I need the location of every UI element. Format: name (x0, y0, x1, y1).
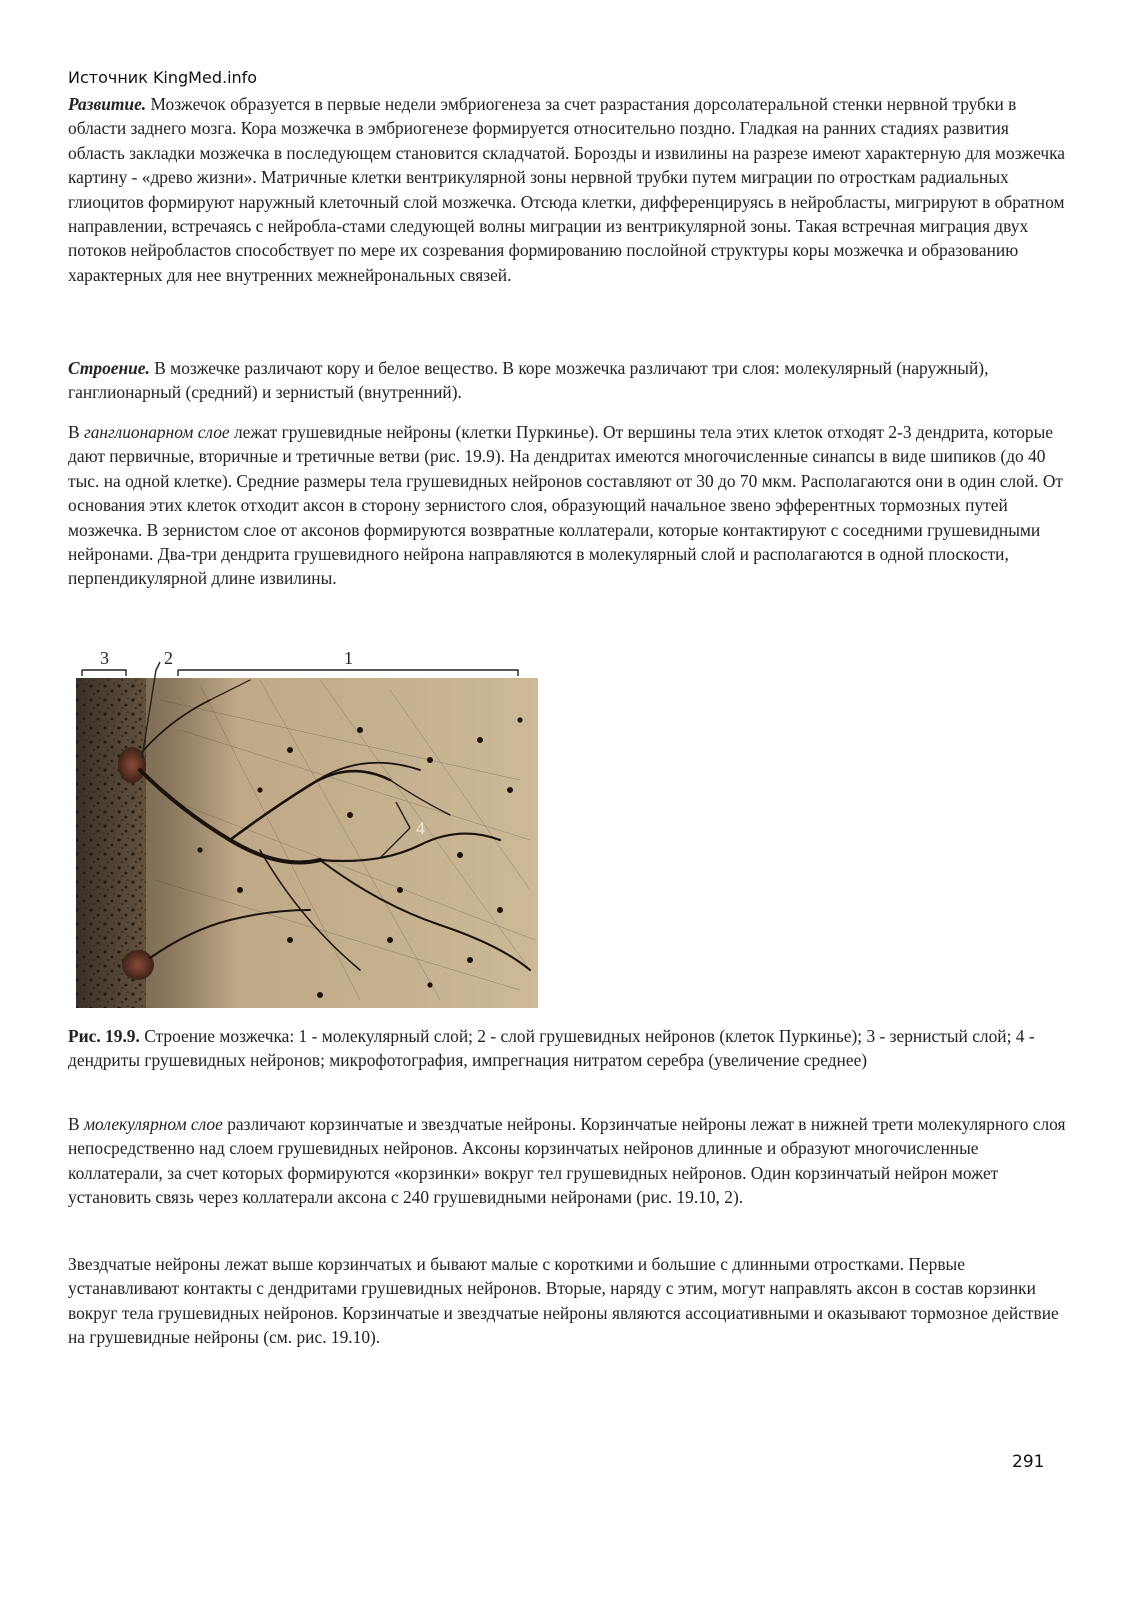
paragraph-prefix: В (68, 422, 84, 442)
figure-label-1: 1 (344, 648, 353, 668)
paragraph-emphasis: ганглионарном слое (83, 422, 230, 442)
figure-micrograph (76, 678, 538, 1008)
paragraph-body: Звездчатые нейроны лежат выше корзинчатых и бывают малые с короткими и большие с длинными отростками. Первые устанавливают контакты с дендритами грушевидных нейронов. Вторые, наряду с этим, могут направлять аксон в состав корзинки вокруг тела грушевидных нейронов. Корзинчатые и звездчатые нейроны являются ассоциативными и оказывают тормозное действие на грушевидные нейроны (см. рис. 19.10). (68, 1254, 1059, 1348)
paragraph-prefix: В (68, 1114, 84, 1134)
figure-label-4: 4 (416, 818, 425, 838)
paragraph-structure (68, 356, 1068, 405)
page-number: 291 (1012, 1452, 1045, 1472)
paragraph-body: Мозжечок образуется в первые недели эмбриогенеза за счет разрастания дорсолатеральной стенки нервной трубки в области заднего мозга. Кора мозжечка в эмбриогенезе формируется относительно поздно. Гладкая на ранних стадиях развития область закладки мозжечка в последующем становится складчатой. Борозды и извилины на разрезе имеют характерную для мозжечка картину - «древо жизни». Матричные клетки вентрикулярной зоны нервной трубки путем миграции по отросткам радиальных глиоцитов формируют наружный клеточный слой мозжечка. Отсюда клетки, дифференцируясь в нейробласты, мигрируют в обратном направлении, встречаясь с нейробла-стами следующей волны миграции из вентрикулярной зоны. Такая встречная миграция двух потоков нейробластов способствует по мере их созревания формированию послойной структуры коры мозжечка и образованию характерных для нее внутренних межнейрональных связей. (68, 94, 1066, 285)
paragraph-development (68, 92, 1068, 287)
purkinje-cell-body-lower (122, 950, 154, 980)
bracket-molecular (178, 670, 518, 676)
bracket-granular (82, 670, 126, 676)
paragraph-lead: Развитие. (68, 94, 147, 114)
cerebellum-micrograph-figure (60, 640, 560, 1014)
paragraph-body: различают корзинчатые и звездчатые нейроны. Корзинчатые нейроны лежат в нижней трети молекулярного слоя непосредственно над слоем грушевидных нейронов. Аксоны корзинчатых нейронов длинные и образуют многочисленные коллатерали, за счет которых формируются «корзинки» вокруг тел грушевидных нейронов. Один корзинчатый нейрон может установить связь через коллатерали аксона с 240 грушевидными нейронами (рис. 19.10, 2). (68, 1114, 1066, 1208)
paragraph-emphasis: молекулярном слое (83, 1114, 223, 1134)
figure-label-2: 2 (164, 648, 173, 668)
paragraph-stellate-neurons (68, 1252, 1068, 1350)
figure-caption (68, 1024, 1068, 1073)
caption-number: Рис. 19.9. (68, 1026, 140, 1046)
paragraph-ganglionic-layer (68, 420, 1068, 591)
molecular-layer-tint (146, 678, 538, 1008)
figure-label-3: 3 (100, 648, 109, 668)
paragraph-body: лежат грушевидные нейроны (клетки Пуркинье). От вершины тела этих клеток отходят 2-3 дендрита, которые дают первичные, вторичные и третичные ветви (рис. 19.9). На дендритах имеются многочисленные синапсы в виде шипиков (до 40 тыс. на одной клетке). Средние размеры тела грушевидных нейронов составляют от 30 до 70 мкм. Располагаются они в один слой. От основания этих клеток отходит аксон в сторону зернистого слоя, образующий начальное звено эфферентных тормозных путей мозжечка. В зернистом слое от аксонов формируются возвратные коллатерали, которые контактируют с соседними грушевидными нейронами. Два-три дендрита грушевидного нейрона направляются в молекулярный слой и располагаются в одной плоскости, перпендикулярной длине извилины. (68, 422, 1064, 589)
caption-text: Строение мозжечка: 1 - молекулярный слой; 2 - слой грушевидных нейронов (клеток Пуркинье); 3 - зернистый слой; 4 - дендриты грушевидных нейронов; микрофотография, импрегнация нитратом серебра (увеличение среднее) (68, 1026, 1035, 1071)
paragraph-lead: Строение. (68, 358, 150, 378)
paragraph-body: В мозжечке различают кору и белое вещество. В коре мозжечка различают три слоя: молекулярный (наружный), ганглионарный (средний) и зернистый (внутренний). (68, 358, 989, 403)
paragraph-molecular-layer (68, 1112, 1068, 1210)
source-header: Источник KingMed.info (68, 68, 258, 87)
